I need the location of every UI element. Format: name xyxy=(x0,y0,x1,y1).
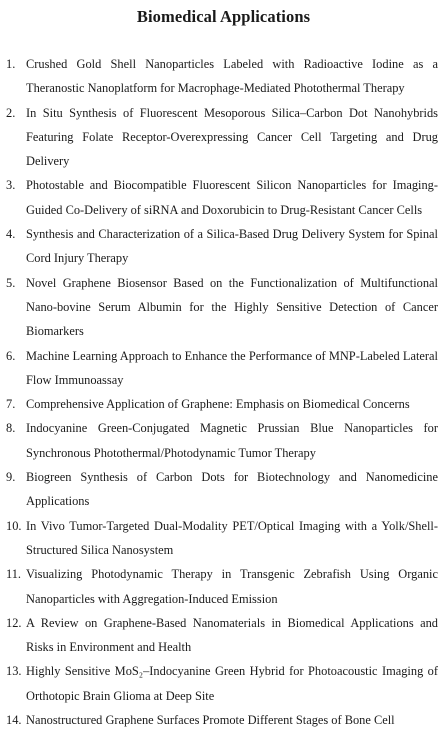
item-text: Highly Sensitive MoS₂–Indocyanine Green Hybrid for Photoacoustic Imaging of Orthotopic Brain Glioma at Deep Site xyxy=(26,664,438,703)
item-number: 7. xyxy=(6,397,16,412)
item-number: 3. xyxy=(6,178,16,193)
item-number: 4. xyxy=(6,227,16,242)
list-item xyxy=(0,416,447,465)
item-text: Comprehensive Application of Graphene: Emphasis on Biomedical Concerns xyxy=(26,397,410,412)
item-number: 14. xyxy=(6,713,22,728)
item-text: Indocyanine Green-Conjugated Magnetic Prussian Blue Nanoparticles for Synchronous Photothermal/Photodynamic Tumor Therapy xyxy=(26,421,438,460)
item-number: 2. xyxy=(6,105,16,120)
list-item xyxy=(0,173,447,222)
item-number: 13. xyxy=(6,664,22,679)
list-item xyxy=(0,101,447,174)
item-number: 12. xyxy=(6,615,22,630)
reference-list xyxy=(0,52,447,732)
list-item xyxy=(0,344,447,393)
list-item xyxy=(0,611,447,660)
item-text: Crushed Gold Shell Nanoparticles Labeled with Radioactive Iodine as a Theranostic Nanoplatform for Macrophage-Mediated Photothermal Therapy xyxy=(26,57,438,96)
item-text: Photostable and Biocompatible Fluorescent Silicon Nanoparticles for Imaging-Guided Co-Delivery of siRNA and Doxorubicin to Drug-Resistant Cancer Cells xyxy=(26,178,438,217)
item-number: 9. xyxy=(6,470,16,485)
item-text: Novel Graphene Biosensor Based on the Functionalization of Multifunctional Nano-bovine Serum Albumin for the Highly Sensitive Detection of Cancer Biomarkers xyxy=(26,275,438,339)
list-item xyxy=(0,392,447,416)
item-text: In Situ Synthesis of Fluorescent Mesoporous Silica–Carbon Dot Nanohybrids Featuring Folate Receptor-Overexpressing Cancer Cell Targeting and Drug Delivery xyxy=(26,105,438,169)
item-text: In Vivo Tumor-Targeted Dual-Modality PET/Optical Imaging with a Yolk/Shell-Structured Silica Nanosystem xyxy=(26,518,438,557)
item-number: 8. xyxy=(6,421,16,436)
list-item xyxy=(0,222,447,271)
item-text: Biogreen Synthesis of Carbon Dots for Biotechnology and Nanomedicine Applications xyxy=(26,470,438,509)
list-item xyxy=(0,52,447,101)
item-text: A Review on Graphene-Based Nanomaterials in Biomedical Applications and Risks in Environment and Health xyxy=(26,615,438,655)
page-title: Biomedical Applications xyxy=(136,7,311,26)
item-text: Nanostructured Graphene Surfaces Promote Different Stages of Bone Cell xyxy=(26,713,395,728)
list-item xyxy=(0,465,447,514)
list-item xyxy=(0,271,447,344)
item-number: 10. xyxy=(6,518,22,533)
item-number: 1. xyxy=(6,57,16,71)
list-item xyxy=(0,514,447,563)
list-item xyxy=(0,562,447,611)
item-text: Synthesis and Characterization of a Silica-Based Drug Delivery System for Spinal Cord Injury Therapy xyxy=(26,227,438,266)
item-text: Machine Learning Approach to Enhance the Performance of MNP-Labeled Lateral Flow Immunoassay xyxy=(26,348,438,387)
item-number: 5. xyxy=(6,275,16,290)
item-text: Visualizing Photodynamic Therapy in Transgenic Zebrafish Using Organic Nanoparticles with Aggregation-Induced Emission xyxy=(26,567,438,606)
list-item xyxy=(0,708,447,732)
item-number: 11. xyxy=(6,567,22,582)
item-number: 6. xyxy=(6,348,16,363)
list-item xyxy=(0,659,447,708)
